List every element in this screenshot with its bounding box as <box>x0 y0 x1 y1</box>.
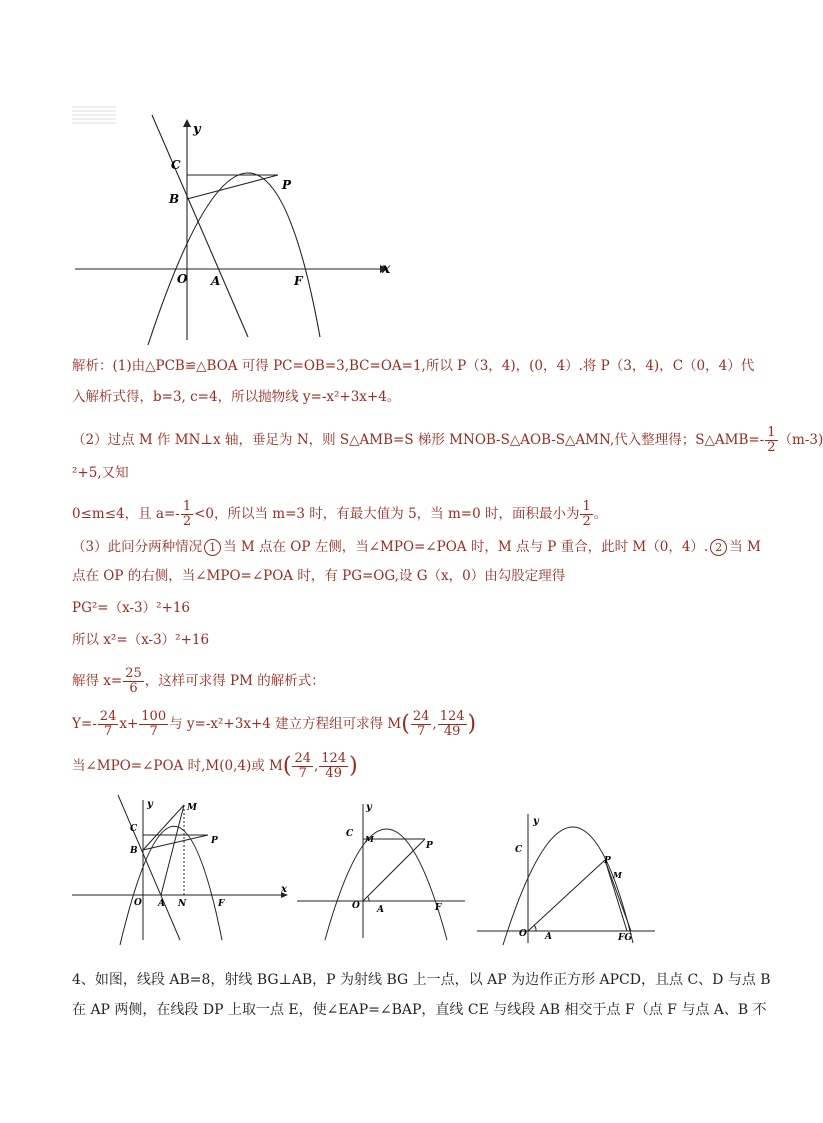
fig3-label-m: M <box>613 870 622 880</box>
solution-line-6: （3）此问分两种情况 1 当 M 点在 OP 左侧，当∠MPO=∠POA 时，M 点与 P 重合，此时 M（0，4）. 2 当 M <box>72 539 761 555</box>
fig3-label-y: y <box>533 816 539 827</box>
solution-line-8: PG²=（x-3）²+16 <box>72 600 191 616</box>
circled-number-1: 1 <box>204 539 221 556</box>
problem4-line-2: 在 AP 两侧，在线段 DP 上取一点 E，使∠EAP=∠BAP，直线 CE 与线段 AB 相交于点 F（点 F 与点 A、B 不 <box>72 1002 767 1018</box>
fig1-label-c: C <box>130 824 138 834</box>
line-ab <box>152 115 248 337</box>
solution-line-11: Y=- $\frac{24}{7}$ x+ $\frac{100}{7}$ 与 y=-x²+3x+4 建立方程组可求得 M( $\frac{24}{7}$ , $\frac{124}{49}$ ) <box>72 709 477 739</box>
fig1-label-x: x <box>281 884 287 895</box>
solution-line-1: 解析：(1)由△PCB≌△BOA 可得 PC=OB=3,BC=OA=1,所以 P（3，4)，(0，4）.将 P（3，4)，C（0，4）代 <box>72 358 755 374</box>
fig3-label-p: P <box>604 856 611 866</box>
fig1-label-o: O <box>134 898 142 908</box>
figure-row-2 <box>295 800 470 940</box>
solution-line-3: （2）过点 M 作 MN⊥x 轴，垂足为 N，则 S△AMB=S 梯形 MNOB-S△AOB-S△AMN,代入整理得；S△AMB=- $\frac{1}{2}$ （m-3) <box>72 425 823 455</box>
fig1-label-p: P <box>211 836 218 846</box>
fig1-label-a: A <box>158 899 165 909</box>
fig1-label-f: F <box>218 899 225 909</box>
solution-line-10: 解得 x= $\frac{25}{6}$ ，这样可求得 PM 的解析式： <box>72 666 325 696</box>
label-p: P <box>282 178 292 192</box>
fig2-label-y: y <box>366 802 372 813</box>
fig2-label-o: O <box>352 901 360 911</box>
solution-line-7: 点在 OP 的右侧，当∠MPO=∠POA 时，有 PG=OG,设 G（x，0）由勾股定理得 <box>72 568 566 584</box>
solution-line-4: ²+5,又知 <box>72 465 129 481</box>
figure-row-3 <box>475 810 660 945</box>
fig2-label-a: A <box>377 905 384 915</box>
main-parabola-figure <box>70 115 400 350</box>
solution-line-12: 当∠MPO=∠POA 时,M(0,4)或 M( $\frac{24}{7}$ , $\frac{124}{49}$ ) <box>72 751 358 781</box>
problem4-line-1: 4、如图，线段 AB=8，射线 BG⊥AB，P 为射线 BG 上一点，以 AP 为边作正方形 APCD，且点 C、D 与点 B <box>72 972 771 988</box>
fig1-label-n: N <box>178 899 187 909</box>
fig2-label-m: M <box>365 834 374 844</box>
fig2-label-c: C <box>346 829 354 839</box>
label-y: y <box>193 122 201 137</box>
label-b: B <box>169 192 180 206</box>
label-a: A <box>211 274 221 288</box>
figure-row-1 <box>70 795 295 945</box>
fig3-label-fg: FG <box>618 933 633 943</box>
circled-number-2: 2 <box>710 539 727 556</box>
fig1-label-b: B <box>130 846 138 856</box>
fig1-label-y: y <box>147 799 153 810</box>
fig3-label-c: C <box>515 845 523 855</box>
solution-line-2: 入解析式得，b=3, c=4，所以抛物线 y=-x²+3x+4。 <box>72 389 401 405</box>
solution-line-9: 所以 x²=（x-3）²+16 <box>72 632 210 648</box>
label-o: O <box>177 272 188 286</box>
label-c: C <box>171 158 181 172</box>
fig3-label-a: A <box>545 932 552 942</box>
label-f: F <box>294 274 303 288</box>
fig2-label-p: P <box>426 841 433 851</box>
fig3-label-o: O <box>519 929 527 939</box>
fig1-label-m: M <box>187 803 197 813</box>
label-x: x <box>382 261 391 277</box>
solution-line-5: 0≤m≤4，且 a=- $\frac{1}{2}$ <0，所以当 m=3 时，有最大值为 5，当 m=0 时，面积最小为 $\frac{1}{2}$ 。 <box>72 499 608 529</box>
fig2-label-f: F <box>435 903 442 913</box>
